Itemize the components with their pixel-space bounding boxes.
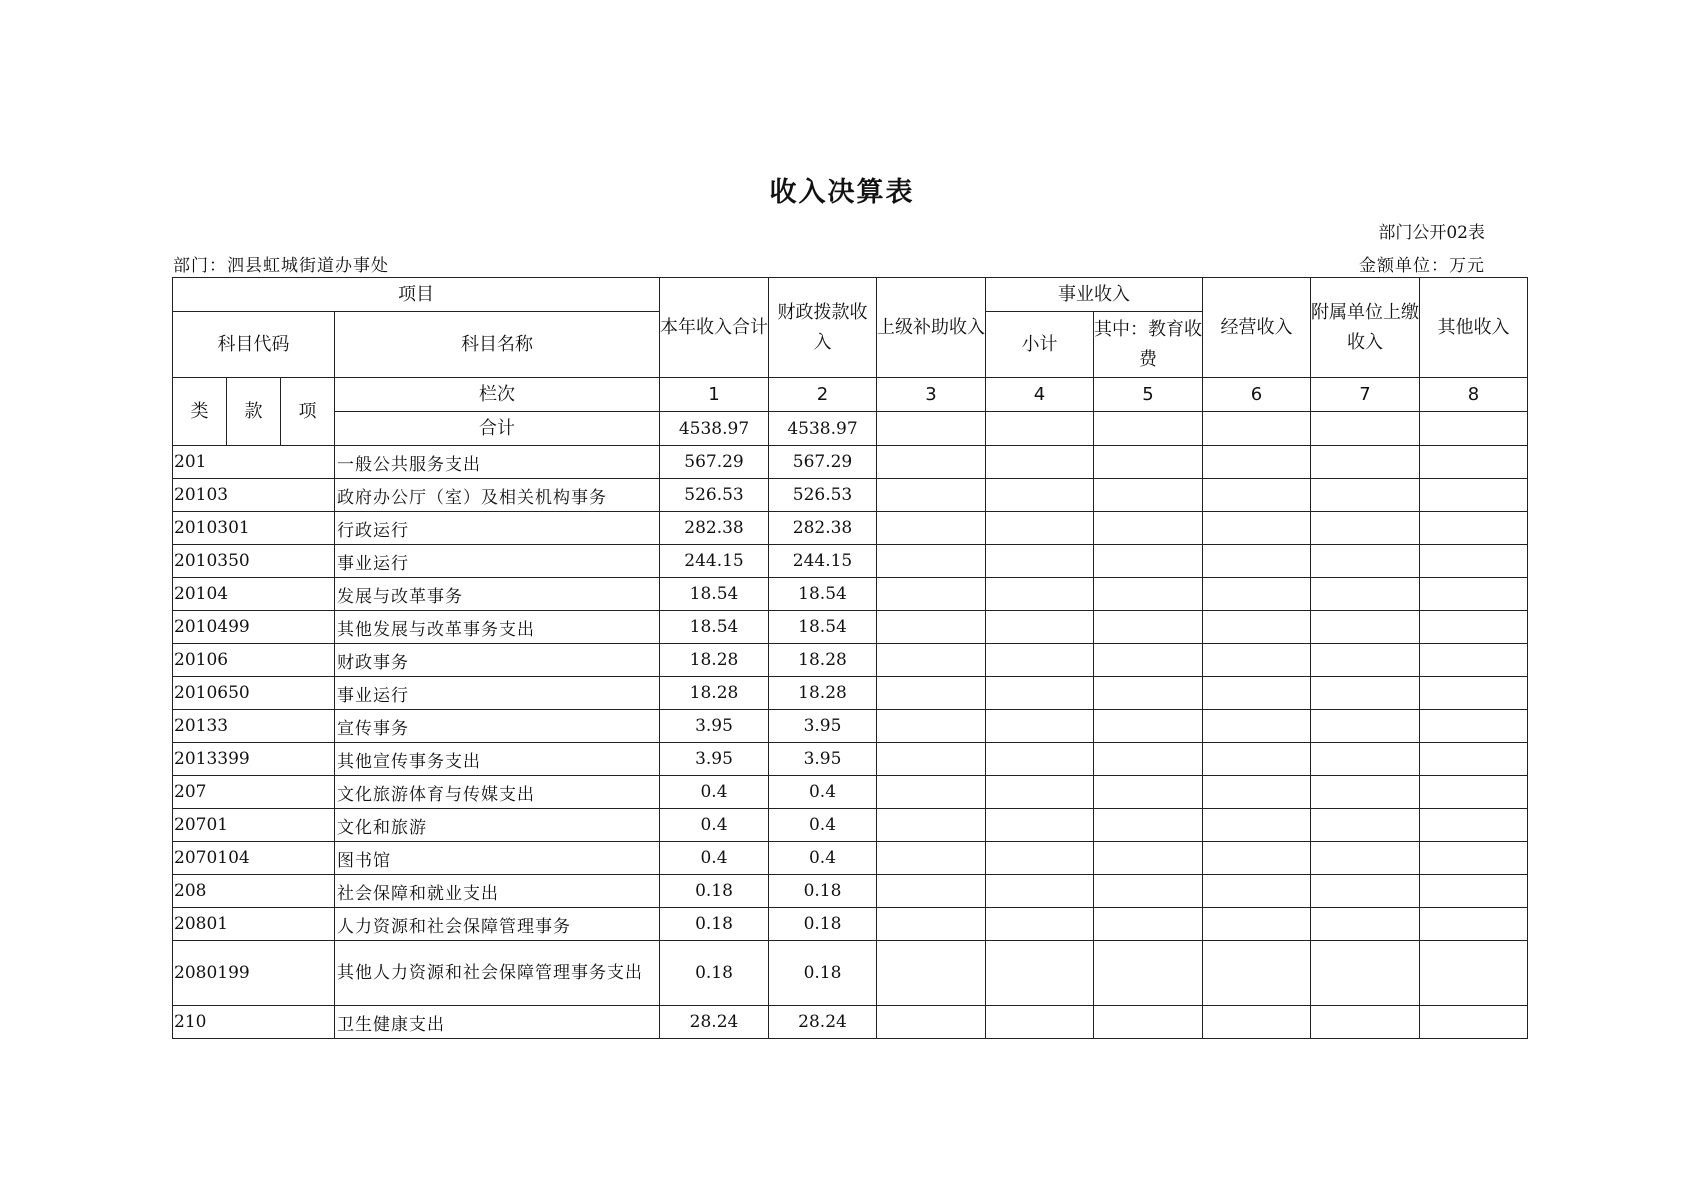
table-body [173, 446, 1528, 1039]
empty-cell [1311, 479, 1420, 512]
total-income-cell: 4538.97 [660, 412, 769, 446]
row-name: 社会保障和就业支出 [335, 875, 660, 908]
empty-cell [986, 908, 1094, 941]
empty-cell [1094, 941, 1203, 1006]
empty-cell [1311, 710, 1420, 743]
header-col-total: 本年收入合计 [660, 278, 769, 378]
row-total: 18.28 [660, 677, 769, 710]
empty-cell [1094, 842, 1203, 875]
header-col-fiscal: 财政拨款收入 [769, 278, 877, 378]
empty-cell [877, 578, 986, 611]
empty-cell [877, 809, 986, 842]
empty-cell [877, 412, 986, 446]
row-code: 210 [173, 1006, 335, 1039]
empty-cell [1094, 743, 1203, 776]
empty-cell [1420, 644, 1528, 677]
empty-cell [1420, 809, 1528, 842]
empty-cell [877, 479, 986, 512]
row-name: 一般公共服务支出 [335, 446, 660, 479]
empty-cell [1420, 479, 1528, 512]
empty-cell [1311, 842, 1420, 875]
empty-cell [986, 512, 1094, 545]
col-num-3: 3 [877, 378, 986, 412]
empty-cell [1094, 512, 1203, 545]
empty-cell [1203, 412, 1311, 446]
empty-cell [1420, 611, 1528, 644]
empty-cell [1420, 1006, 1528, 1039]
empty-cell [1311, 677, 1420, 710]
row-total: 0.18 [660, 875, 769, 908]
header-col-subsidy: 上级补助收入 [877, 278, 986, 378]
empty-cell [1094, 677, 1203, 710]
row-fiscal: 18.54 [769, 611, 877, 644]
header-lei: 类 [173, 378, 227, 446]
empty-cell [1203, 512, 1311, 545]
header-col-affiliated: 附属单位上缴收入 [1311, 278, 1420, 378]
row-total: 282.38 [660, 512, 769, 545]
row-name: 发展与改革事务 [335, 578, 660, 611]
empty-cell [1420, 545, 1528, 578]
row-total: 0.4 [660, 776, 769, 809]
empty-cell [1094, 578, 1203, 611]
table-row [173, 743, 1528, 776]
row-fiscal: 567.29 [769, 446, 877, 479]
row-name: 财政事务 [335, 644, 660, 677]
header-col-operating: 经营收入 [1203, 278, 1311, 378]
row-name: 人力资源和社会保障管理事务 [335, 908, 660, 941]
empty-cell [1203, 545, 1311, 578]
empty-cell [877, 1006, 986, 1039]
empty-cell [1311, 446, 1420, 479]
col-num-2: 2 [769, 378, 877, 412]
header-col-subtotal: 小计 [986, 312, 1094, 378]
row-name: 政府办公厅（室）及相关机构事务 [335, 479, 660, 512]
row-fiscal: 526.53 [769, 479, 877, 512]
empty-cell [1094, 710, 1203, 743]
col-num-8: 8 [1420, 378, 1528, 412]
empty-cell [1420, 842, 1528, 875]
header-code: 科目代码 [173, 312, 335, 378]
empty-cell [1094, 412, 1203, 446]
header-col-edu: 其中：教育收费 [1094, 312, 1203, 378]
empty-cell [1311, 941, 1420, 1006]
row-total: 0.18 [660, 908, 769, 941]
row-fiscal: 3.95 [769, 710, 877, 743]
row-fiscal: 0.18 [769, 941, 877, 1006]
empty-cell [1420, 578, 1528, 611]
empty-cell [1203, 776, 1311, 809]
row-fiscal: 0.4 [769, 809, 877, 842]
row-code: 201 [173, 446, 335, 479]
row-total: 0.4 [660, 809, 769, 842]
empty-cell [1203, 842, 1311, 875]
row-fiscal: 3.95 [769, 743, 877, 776]
row-name: 其他宣传事务支出 [335, 743, 660, 776]
row-name: 其他发展与改革事务支出 [335, 611, 660, 644]
row-code: 2010650 [173, 677, 335, 710]
table-row [173, 1006, 1528, 1039]
row-name: 行政运行 [335, 512, 660, 545]
row-code: 20701 [173, 809, 335, 842]
empty-cell [1311, 644, 1420, 677]
empty-cell [1311, 743, 1420, 776]
table-row [173, 545, 1528, 578]
empty-cell [1094, 776, 1203, 809]
empty-cell [986, 578, 1094, 611]
row-name: 卫生健康支出 [335, 1006, 660, 1039]
table-row [173, 809, 1528, 842]
row-fiscal: 282.38 [769, 512, 877, 545]
row-code: 2070104 [173, 842, 335, 875]
row-name: 事业运行 [335, 545, 660, 578]
empty-cell [1094, 908, 1203, 941]
empty-cell [1311, 545, 1420, 578]
col-num-7: 7 [1311, 378, 1420, 412]
table-row [173, 446, 1528, 479]
empty-cell [986, 743, 1094, 776]
table-row [173, 710, 1528, 743]
empty-cell [1420, 677, 1528, 710]
empty-cell [877, 743, 986, 776]
empty-cell [1311, 776, 1420, 809]
empty-cell [1203, 677, 1311, 710]
empty-cell [986, 545, 1094, 578]
row-total: 3.95 [660, 710, 769, 743]
row-fiscal: 0.4 [769, 842, 877, 875]
empty-cell [1311, 412, 1420, 446]
empty-cell [877, 842, 986, 875]
empty-cell [1203, 809, 1311, 842]
row-total: 28.24 [660, 1006, 769, 1039]
empty-cell [1203, 1006, 1311, 1039]
empty-cell [986, 809, 1094, 842]
empty-cell [877, 644, 986, 677]
empty-cell [986, 412, 1094, 446]
row-total: 3.95 [660, 743, 769, 776]
row-total: 0.4 [660, 842, 769, 875]
empty-cell [877, 710, 986, 743]
empty-cell [1203, 710, 1311, 743]
row-code: 2080199 [173, 941, 335, 1006]
row-name: 宣传事务 [335, 710, 660, 743]
row-fiscal: 0.4 [769, 776, 877, 809]
row-code: 20106 [173, 644, 335, 677]
empty-cell [986, 479, 1094, 512]
table-row [173, 842, 1528, 875]
table-row [173, 644, 1528, 677]
empty-cell [1420, 776, 1528, 809]
table-row [173, 479, 1528, 512]
empty-cell [1311, 875, 1420, 908]
empty-cell [986, 611, 1094, 644]
empty-cell [986, 941, 1094, 1006]
unit-label: 金额单位：万元 [1359, 256, 1485, 276]
row-total: 18.54 [660, 578, 769, 611]
row-fiscal: 18.54 [769, 578, 877, 611]
empty-cell [1311, 809, 1420, 842]
header-project: 项目 [173, 278, 660, 312]
row-fiscal: 18.28 [769, 644, 877, 677]
col-num-6: 6 [1203, 378, 1311, 412]
col-num-5: 5 [1094, 378, 1203, 412]
header-col-business: 事业收入 [986, 278, 1203, 312]
row-name: 图书馆 [335, 842, 660, 875]
row-code: 2010499 [173, 611, 335, 644]
empty-cell [1420, 908, 1528, 941]
row-fiscal: 0.18 [769, 908, 877, 941]
empty-cell [877, 512, 986, 545]
empty-cell [1094, 446, 1203, 479]
empty-cell [1094, 611, 1203, 644]
empty-cell [1094, 1006, 1203, 1039]
row-code: 2013399 [173, 743, 335, 776]
row-code: 2010301 [173, 512, 335, 545]
empty-cell [1420, 743, 1528, 776]
header-lanci: 栏次 [335, 378, 660, 412]
empty-cell [1094, 875, 1203, 908]
row-name: 事业运行 [335, 677, 660, 710]
row-name: 文化旅游体育与传媒支出 [335, 776, 660, 809]
row-fiscal: 28.24 [769, 1006, 877, 1039]
empty-cell [1203, 644, 1311, 677]
header-col-other: 其他收入 [1420, 278, 1528, 378]
empty-cell [1420, 875, 1528, 908]
row-code: 208 [173, 875, 335, 908]
empty-cell [877, 545, 986, 578]
table-row [173, 512, 1528, 545]
empty-cell [1203, 479, 1311, 512]
department-label: 部门：泗县虹城街道办事处 [173, 256, 389, 276]
row-fiscal: 0.18 [769, 875, 877, 908]
empty-cell [986, 677, 1094, 710]
row-code: 20103 [173, 479, 335, 512]
row-total: 18.54 [660, 611, 769, 644]
empty-cell [877, 941, 986, 1006]
empty-cell [986, 1006, 1094, 1039]
empty-cell [1203, 743, 1311, 776]
row-name: 其他人力资源和社会保障管理事务支出 [335, 941, 660, 1006]
col-num-1: 1 [660, 378, 769, 412]
row-name: 文化和旅游 [335, 809, 660, 842]
empty-cell [1203, 611, 1311, 644]
empty-cell [877, 677, 986, 710]
empty-cell [986, 710, 1094, 743]
table-row [173, 908, 1528, 941]
income-table [172, 277, 1528, 1039]
empty-cell [986, 875, 1094, 908]
empty-cell [877, 776, 986, 809]
row-total: 0.18 [660, 941, 769, 1006]
form-number: 部门公开02表 [1378, 223, 1485, 243]
empty-cell [1203, 578, 1311, 611]
empty-cell [1203, 941, 1311, 1006]
row-total: 18.28 [660, 644, 769, 677]
empty-cell [1094, 644, 1203, 677]
empty-cell [1203, 875, 1311, 908]
empty-cell [1420, 710, 1528, 743]
table-row [173, 941, 1528, 1006]
empty-cell [877, 611, 986, 644]
row-code: 20133 [173, 710, 335, 743]
header-xiang: 项 [281, 378, 335, 446]
row-total: 526.53 [660, 479, 769, 512]
empty-cell [986, 644, 1094, 677]
empty-cell [1311, 908, 1420, 941]
empty-cell [1311, 611, 1420, 644]
row-fiscal: 18.28 [769, 677, 877, 710]
empty-cell [877, 908, 986, 941]
row-total: 244.15 [660, 545, 769, 578]
empty-cell [1094, 479, 1203, 512]
empty-cell [1420, 512, 1528, 545]
page-title: 收入决算表 [769, 177, 915, 208]
empty-cell [877, 875, 986, 908]
row-fiscal: 244.15 [769, 545, 877, 578]
header-name: 科目名称 [335, 312, 660, 378]
empty-cell [1311, 512, 1420, 545]
empty-cell [1420, 941, 1528, 1006]
empty-cell [1203, 446, 1311, 479]
empty-cell [986, 446, 1094, 479]
table-row [173, 776, 1528, 809]
empty-cell [1420, 446, 1528, 479]
col-num-4: 4 [986, 378, 1094, 412]
header-kuan: 款 [227, 378, 281, 446]
empty-cell [1203, 908, 1311, 941]
row-code: 207 [173, 776, 335, 809]
table-row [173, 677, 1528, 710]
empty-cell [1094, 545, 1203, 578]
row-total: 567.29 [660, 446, 769, 479]
total-fiscal-cell: 4538.97 [769, 412, 877, 446]
empty-cell [1094, 809, 1203, 842]
table-row [173, 578, 1528, 611]
table-row [173, 875, 1528, 908]
empty-cell [1420, 412, 1528, 446]
empty-cell [986, 776, 1094, 809]
empty-cell [1311, 578, 1420, 611]
header-heji: 合计 [335, 412, 660, 446]
row-code: 20801 [173, 908, 335, 941]
empty-cell [986, 842, 1094, 875]
row-code: 20104 [173, 578, 335, 611]
row-code: 2010350 [173, 545, 335, 578]
table-row [173, 611, 1528, 644]
empty-cell [877, 446, 986, 479]
empty-cell [1311, 1006, 1420, 1039]
